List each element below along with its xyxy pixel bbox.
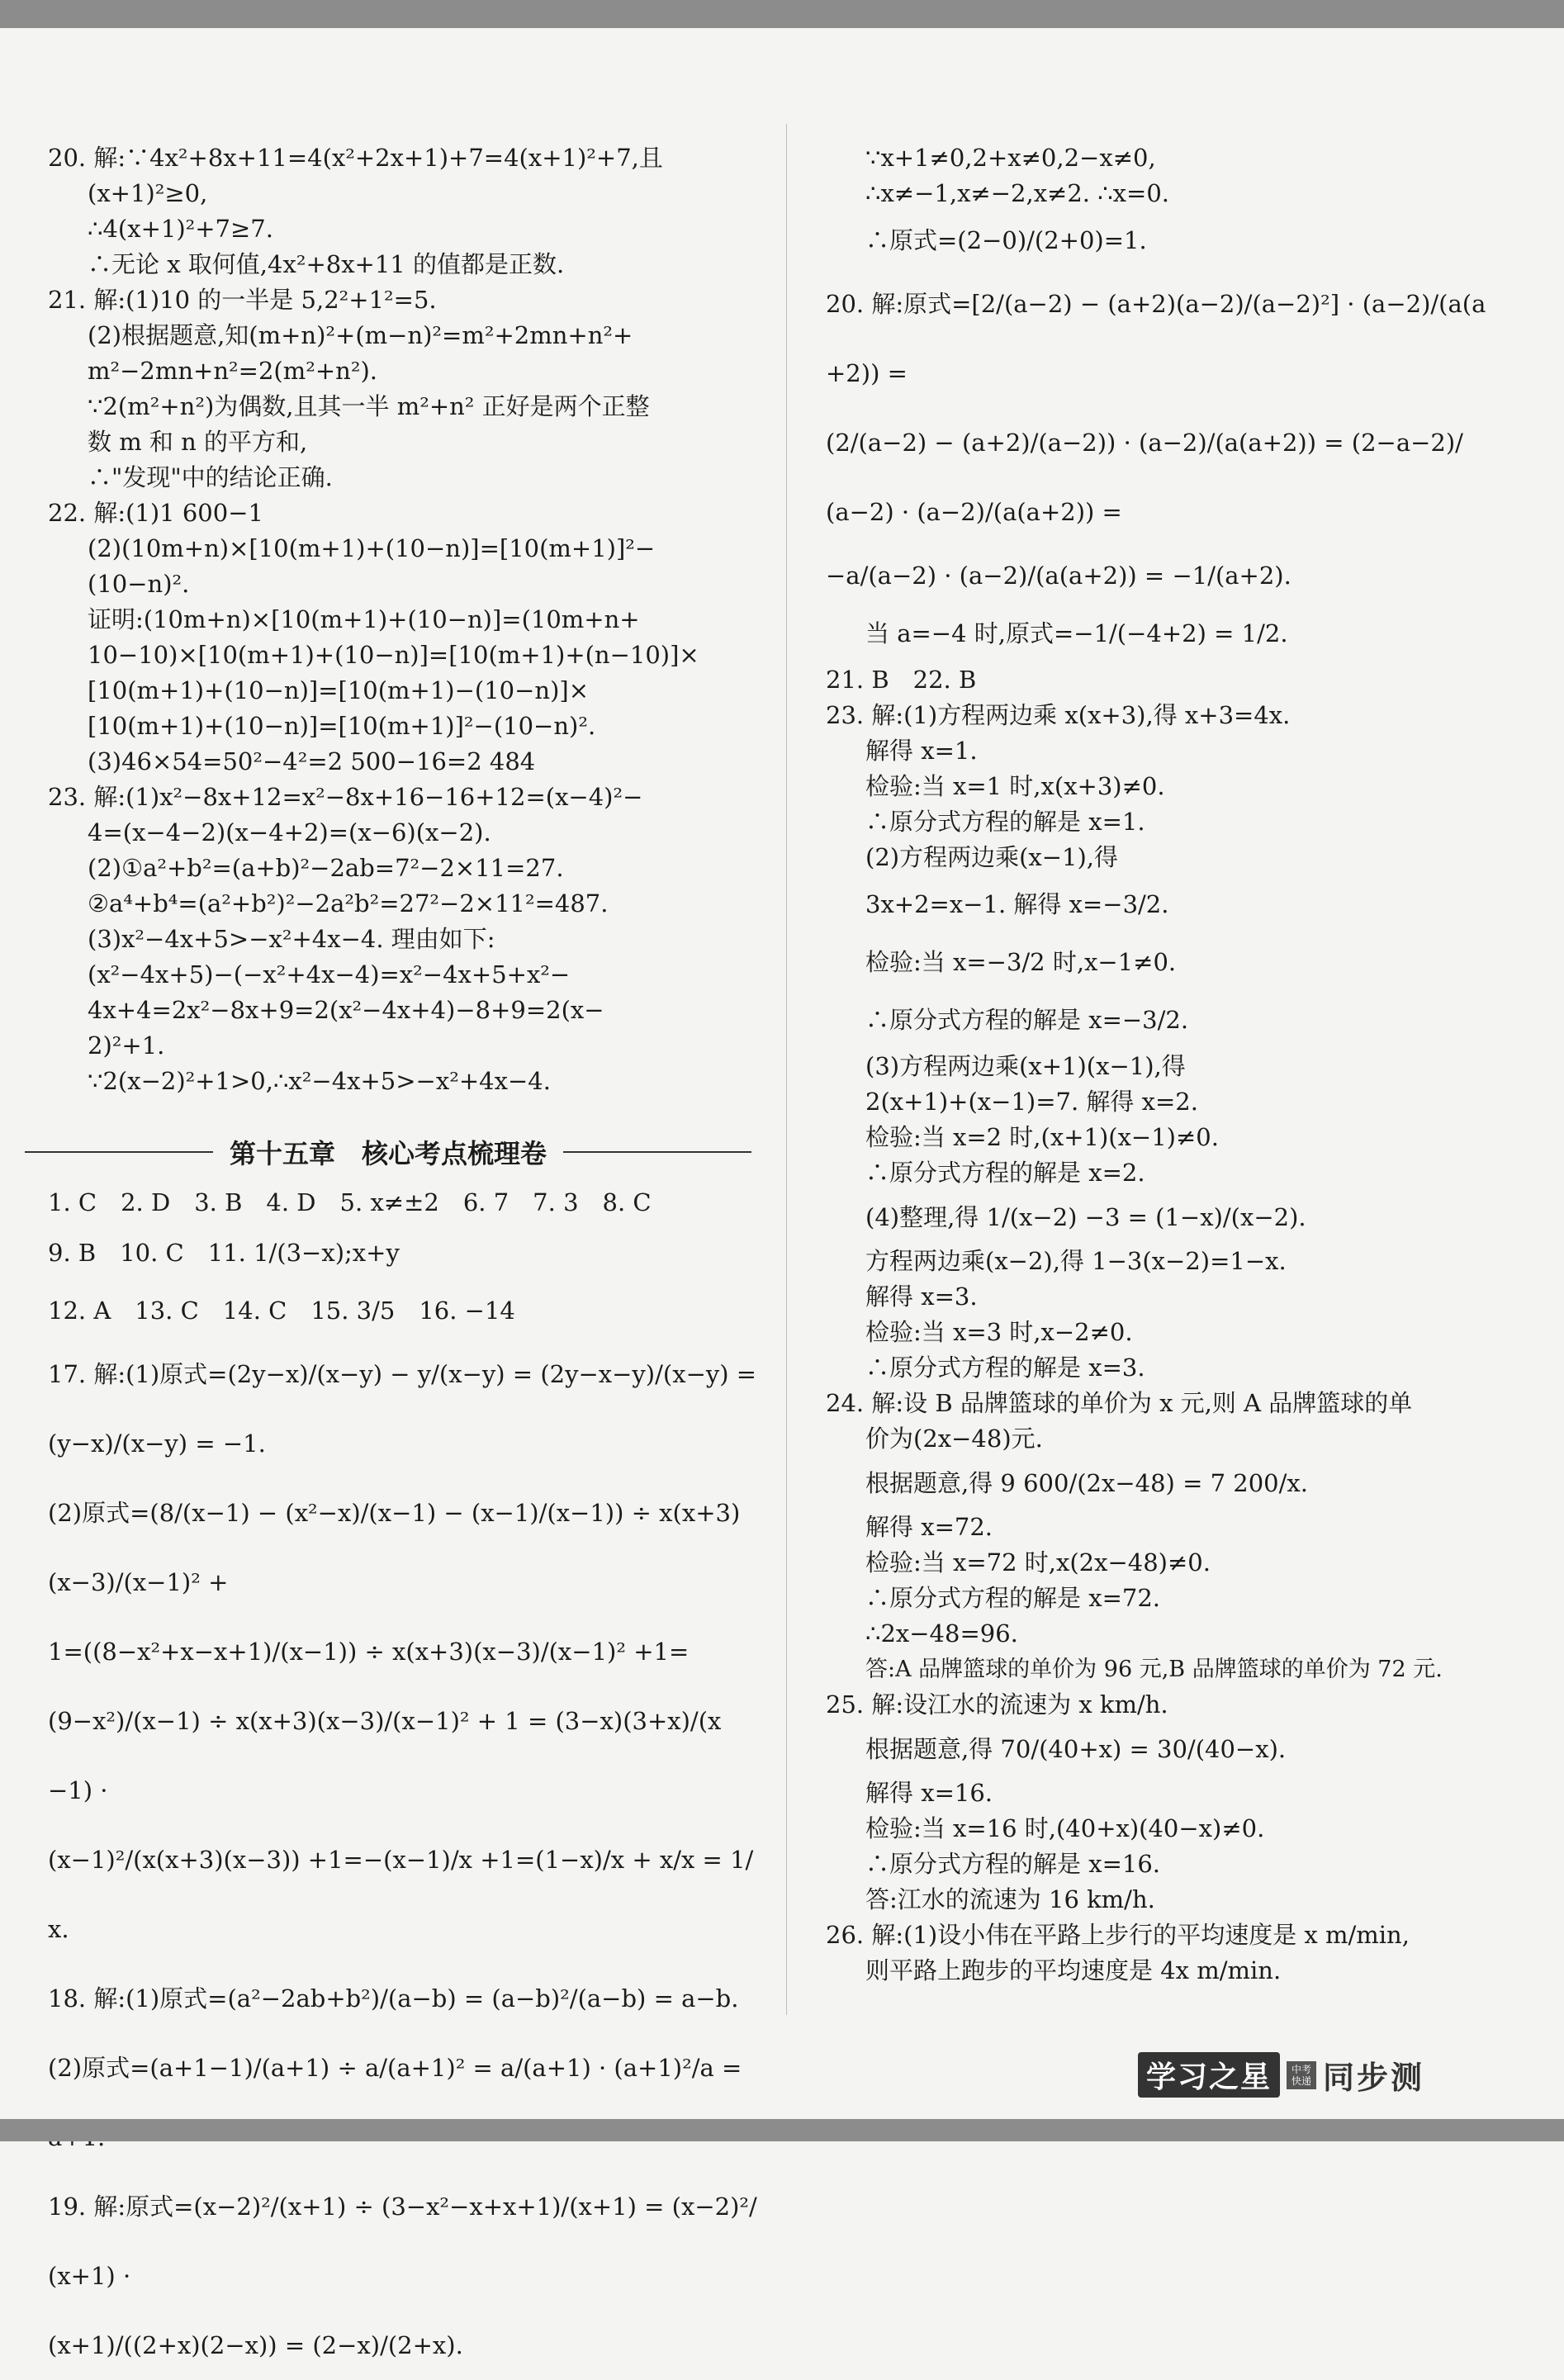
answer-line: 检验:当 x=1 时,x(x+3)≠0. bbox=[865, 772, 1165, 800]
answer-line: ∴原分式方程的解是 x=2. bbox=[865, 1159, 1145, 1187]
answer-line: 2)²+1. bbox=[88, 1031, 165, 1060]
answer-line: 证明:(10m+n)×[10(m+1)+(10−n)]=(10m+n+ bbox=[88, 605, 640, 633]
brand-logo bbox=[1138, 2052, 1424, 2098]
answer-line: 解得 x=72. bbox=[865, 1513, 993, 1541]
answer-line: m²−2mn+n²=2(m²+n²). bbox=[88, 357, 377, 385]
answer-line: 检验:当 x=16 时,(40+x)(40−x)≠0. bbox=[865, 1814, 1265, 1842]
answer-line: 18. 解:(1)原式=(a²−2ab+b²)/(a−b) = (a−b)²/(a−b) = a−b. bbox=[48, 1984, 739, 2013]
answer-line: 答:江水的流速为 16 km/h. bbox=[865, 1885, 1155, 1913]
answer-line: 1=((8−x²+x−x+1)/(x−1)) ÷ x(x+3)(x−3)/(x−1)² +1= bbox=[48, 1638, 690, 1666]
answer-line: (2)原式=(a+1−1)/(a+1) ÷ a/(a+1)² = a/(a+1) · (a+1)²/a = bbox=[48, 2054, 742, 2082]
answer-line: (2)(10m+n)×[10(m+1)+(10−n)]=[10(m+1)]²− bbox=[88, 534, 656, 562]
answer-line: (x+1)/((2+x)(2−x)) = (2−x)/(2+x). bbox=[48, 2331, 463, 2359]
answer-line: (x²−4x+5)−(−x²+4x−4)=x²−4x+5+x²− bbox=[88, 960, 571, 989]
answer-line: ∴无论 x 取何值,4x²+8x+11 的值都是正数. bbox=[88, 250, 565, 278]
bottom-border-bar bbox=[0, 2119, 1564, 2141]
answer-line: 解得 x=1. bbox=[865, 737, 978, 765]
brand-name: 学习之星 bbox=[1138, 2052, 1280, 2098]
answer-line: 23. 解:(1)x²−8x+12=x²−8x+16−16+12=(x−4)²− bbox=[48, 783, 643, 811]
answer-line: (2)原式=(8/(x−1) − (x²−x)/(x−1) − (x−1)/(x−1)) ÷ x(x+3)(x−3)/(x−1)² + bbox=[48, 1499, 741, 1596]
answer-line: 12. A 13. C 14. C 15. 3/5 16. −14 bbox=[48, 1297, 515, 1325]
answer-line: ∵2(m²+n²)为偶数,且其一半 m²+n² 正好是两个正整 bbox=[88, 392, 650, 420]
answer-line: (3)x²−4x+5>−x²+4x−4. 理由如下: bbox=[88, 925, 495, 953]
answer-line: 26. 解:(1)设小伟在平路上步行的平均速度是 x m/min, bbox=[826, 1921, 1410, 1949]
answer-line: 3x+2=x−1. 解得 x=−3/2. bbox=[865, 890, 1169, 918]
answer-line: ∵x+1≠0,2+x≠0,2−x≠0, bbox=[865, 144, 1156, 172]
answer-line: ∴"发现"中的结论正确. bbox=[88, 463, 333, 491]
answer-line: 4=(x−4−2)(x−4+2)=(x−6)(x−2). bbox=[88, 818, 491, 846]
answer-line: (3)46×54=50²−4²=2 500−16=2 484 bbox=[88, 747, 536, 775]
answer-line: −a/(a−2) · (a−2)/(a(a+2)) = −1/(a+2). bbox=[826, 562, 1291, 590]
answer-line: ∴原分式方程的解是 x=1. bbox=[865, 808, 1145, 836]
chapter-heading bbox=[25, 1131, 751, 1173]
answer-line: ∴原分式方程的解是 x=72. bbox=[865, 1584, 1160, 1612]
answer-line: ∴原分式方程的解是 x=−3/2. bbox=[865, 1006, 1189, 1034]
answer-line: ∴原分式方程的解是 x=3. bbox=[865, 1354, 1145, 1382]
answer-line: 检验:当 x=−3/2 时,x−1≠0. bbox=[865, 948, 1177, 976]
answer-line: 20. 解:原式=[2/(a−2) − (a+2)(a−2)/(a−2)²] · (a−2)/(a(a+2)) = bbox=[826, 290, 1486, 387]
answer-line: (2)方程两边乘(x−1),得 bbox=[865, 843, 1119, 871]
left-column-bottom bbox=[48, 1181, 765, 2380]
left-column-top bbox=[48, 140, 758, 1099]
answer-line: 则平路上跑步的平均速度是 4x m/min. bbox=[865, 1956, 1282, 1984]
answer-line: 22. 解:(1)1 600−1 bbox=[48, 499, 263, 527]
series-name: 同步测 bbox=[1323, 2060, 1425, 2096]
answer-line: [10(m+1)+(10−n)]=[10(m+1)−(10−n)]× bbox=[88, 676, 590, 704]
answer-line: [10(m+1)+(10−n)]=[10(m+1)]²−(10−n)². bbox=[88, 712, 596, 740]
answer-line: ②a⁴+b⁴=(a²+b²)²−2a²b²=27²−2×11²=487. bbox=[88, 889, 609, 917]
brand-tag: 中考快递 bbox=[1287, 2061, 1316, 2089]
answer-line: 1. C 2. D 3. B 4. D 5. x≠±2 6. 7 7. 3 8. C bbox=[48, 1188, 652, 1216]
answer-line: 当 a=−4 时,原式=−1/(−4+2) = 1/2. bbox=[865, 619, 1288, 647]
answer-line: 根据题意,得 9 600/(2x−48) = 7 200/x. bbox=[865, 1469, 1308, 1497]
heading-rule-right bbox=[563, 1151, 751, 1153]
answer-line: 17. 解:(1)原式=(2y−x)/(x−y) − y/(x−y) = (2y−x−y)/(x−y) = (y−x)/(x−y) = −1. bbox=[48, 1360, 765, 1458]
answer-line: 答:A 品牌篮球的单价为 96 元,B 品牌篮球的单价为 72 元. bbox=[865, 1657, 1443, 1682]
right-column bbox=[826, 140, 1486, 1989]
chapter-title: 第十五章 核心考点梳理卷 bbox=[230, 1138, 547, 1169]
answer-line: (2)根据题意,知(m+n)²+(m−n)²=m²+2mn+n²+ bbox=[88, 321, 633, 349]
column-divider bbox=[786, 124, 787, 2015]
answer-line: 解得 x=3. bbox=[865, 1282, 978, 1311]
answer-line: 价为(2x−48)元. bbox=[865, 1425, 1043, 1453]
answer-line: ∴2x−48=96. bbox=[865, 1619, 1018, 1648]
answer-line: ∴x≠−1,x≠−2,x≠2. ∴x=0. bbox=[865, 179, 1170, 207]
answer-line: 19. 解:原式=(x−2)²/(x+1) ÷ (3−x²−x+x+1)/(x+1) = (x−2)²/(x+1) · bbox=[48, 2193, 757, 2290]
answer-line: 25. 解:设江水的流速为 x km/h. bbox=[826, 1690, 1168, 1719]
answer-line: ∴原式=(2−0)/(2+0)=1. bbox=[865, 226, 1147, 254]
answer-line: (x−1)²/(x(x+3)(x−3)) +1=−(x−1)/x +1=(1−x)/x + x/x = 1/x. bbox=[48, 1846, 754, 1943]
answer-line: 2(x+1)+(x−1)=7. 解得 x=2. bbox=[865, 1088, 1198, 1116]
answer-line: 根据题意,得 70/(40+x) = 30/(40−x). bbox=[865, 1735, 1287, 1763]
answer-line: 检验:当 x=2 时,(x+1)(x−1)≠0. bbox=[865, 1123, 1219, 1151]
answer-line: (x+1)²≥0, bbox=[88, 179, 208, 207]
answer-line: (2/(a−2) − (a+2)/(a−2)) · (a−2)/(a(a+2)) = (2−a−2)/(a−2) · (a−2)/(a(a+2)) = bbox=[826, 429, 1463, 526]
answer-line: ∵2(x−2)²+1>0,∴x²−4x+5>−x²+4x−4. bbox=[88, 1067, 551, 1095]
answer-line: (9−x²)/(x−1) ÷ x(x+3)(x−3)/(x−1)² + 1 = (3−x)(3+x)/(x−1) · bbox=[48, 1707, 722, 1804]
answer-line: (2)①a²+b²=(a+b)²−2ab=7²−2×11=27. bbox=[88, 854, 564, 882]
answer-line: 检验:当 x=3 时,x−2≠0. bbox=[865, 1318, 1133, 1346]
top-border-bar bbox=[0, 0, 1564, 28]
answer-line: 4x+4=2x²−8x+9=2(x²−4x+4)−8+9=2(x− bbox=[88, 996, 604, 1024]
answer-line: 检验:当 x=72 时,x(2x−48)≠0. bbox=[865, 1548, 1211, 1576]
answer-line: 9. B 10. C 11. 1/(3−x);x+y bbox=[48, 1239, 400, 1267]
answer-line: 10−10)×[10(m+1)+(10−n)]=[10(m+1)+(n−10)]× bbox=[88, 641, 699, 669]
answer-line: ∴4(x+1)²+7≥7. bbox=[88, 215, 273, 243]
answer-line: (4)整理,得 1/(x−2) −3 = (1−x)/(x−2). bbox=[865, 1203, 1306, 1231]
answer-line: 解得 x=16. bbox=[865, 1779, 993, 1807]
answer-line: 数 m 和 n 的平方和, bbox=[88, 428, 308, 456]
answer-line: 21. B 22. B bbox=[826, 666, 977, 694]
answer-line: (3)方程两边乘(x+1)(x−1),得 bbox=[865, 1052, 1186, 1080]
answer-line: 24. 解:设 B 品牌篮球的单价为 x 元,则 A 品牌篮球的单 bbox=[826, 1389, 1413, 1417]
answer-line: (10−n)². bbox=[88, 570, 190, 598]
answer-line: 方程两边乘(x−2),得 1−3(x−2)=1−x. bbox=[865, 1247, 1287, 1275]
heading-rule-left bbox=[25, 1151, 213, 1153]
answer-line: 23. 解:(1)方程两边乘 x(x+3),得 x+3=4x. bbox=[826, 701, 1291, 729]
answer-line: 21. 解:(1)10 的一半是 5,2²+1²=5. bbox=[48, 286, 437, 314]
answer-line: 20. 解:∵4x²+8x+11=4(x²+2x+1)+7=4(x+1)²+7,且 bbox=[48, 144, 663, 172]
answer-line: ∴原分式方程的解是 x=16. bbox=[865, 1850, 1160, 1878]
